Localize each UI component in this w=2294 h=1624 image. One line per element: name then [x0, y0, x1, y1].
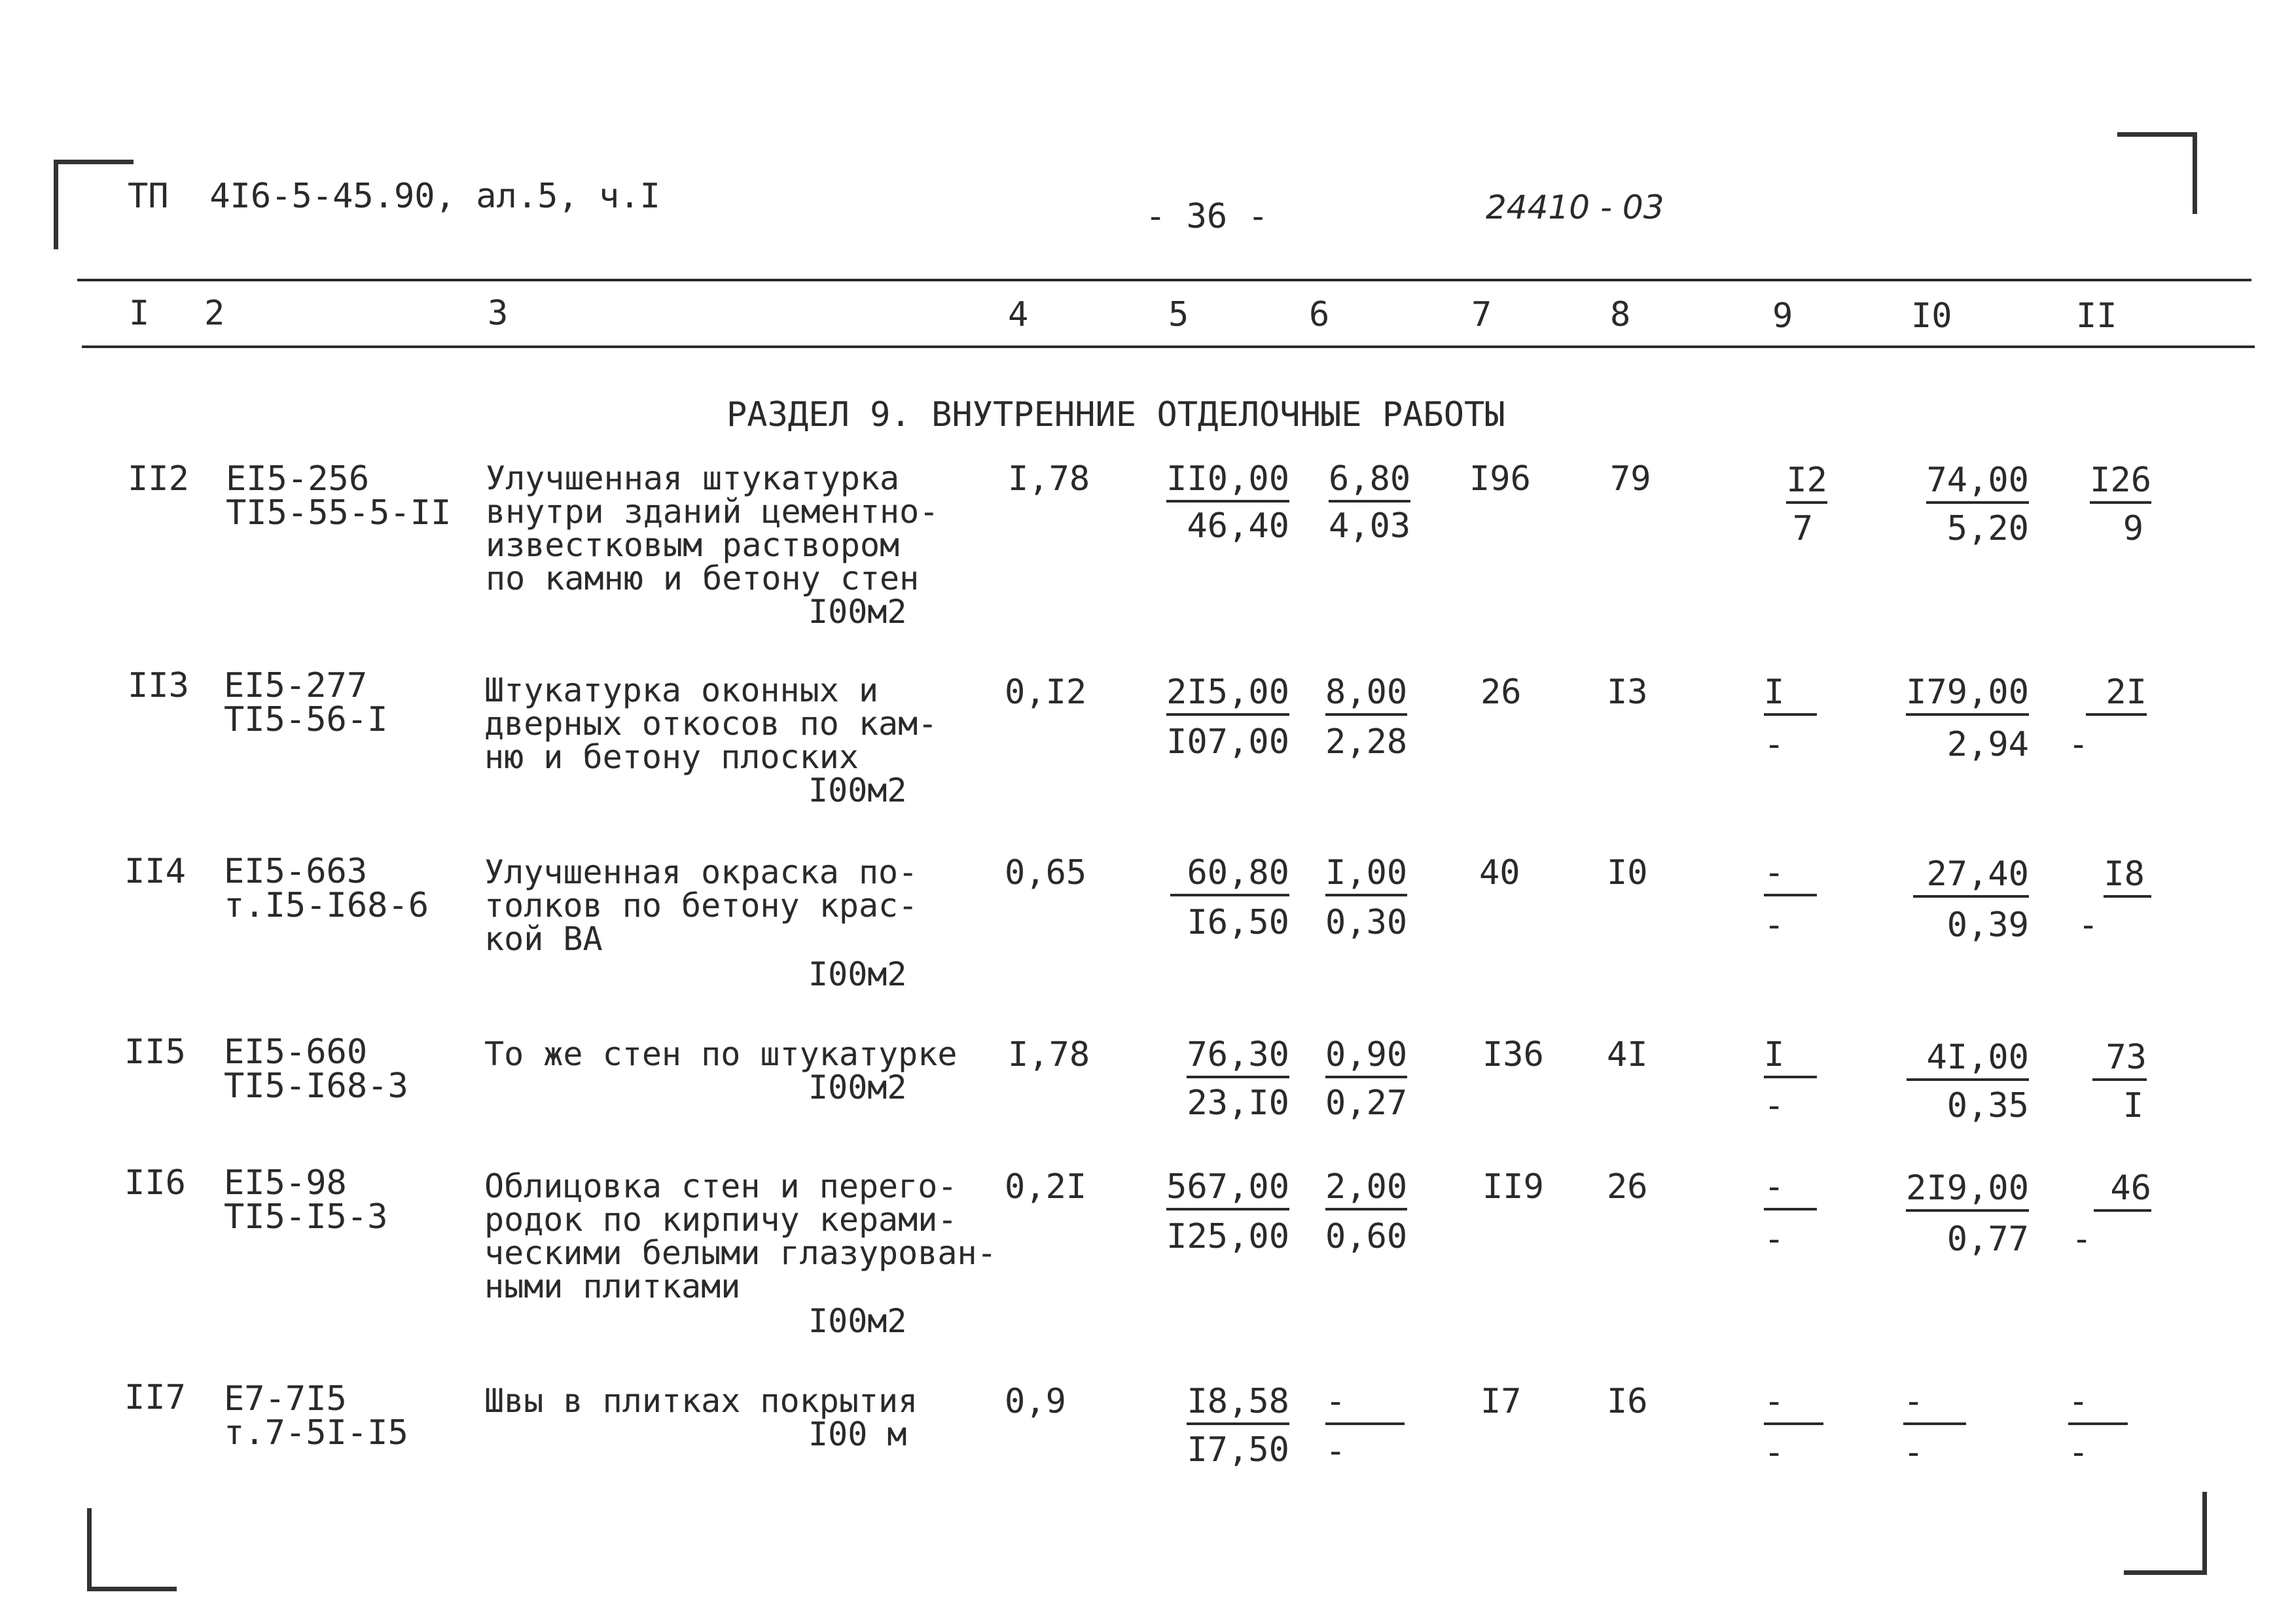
col11-bottom: 9: [2123, 509, 2143, 548]
col5-top: 60,80: [1170, 856, 1289, 890]
description-line: толков по бетону крас-: [484, 887, 918, 925]
col5-top: 567,00: [1166, 1170, 1289, 1204]
corner-mark-bottom-left: [87, 1508, 177, 1591]
col7: 40: [1479, 853, 1520, 892]
col10-bottom: 0,39: [1946, 906, 2029, 945]
col7: I36: [1482, 1035, 1544, 1074]
col8: 79: [1610, 459, 1651, 499]
description-line: ными плитками: [484, 1267, 741, 1305]
col9-top: -: [1764, 1385, 1823, 1419]
col6-top: 8,00: [1325, 675, 1407, 709]
col6-bottom: 2,28: [1325, 722, 1408, 762]
col5-top: 76,30: [1187, 1038, 1289, 1072]
description-line: ню и бетону плоских: [484, 738, 859, 776]
col5-bottom: 23,I0: [1187, 1084, 1289, 1123]
col10-top: I79,00: [1906, 675, 2029, 709]
col6-top: 6,80: [1329, 462, 1410, 496]
row-number: II2: [128, 459, 189, 499]
col7: I96: [1469, 459, 1531, 499]
column-header-3: 3: [488, 294, 509, 333]
row-number: II4: [124, 852, 186, 891]
row-number: II7: [124, 1378, 186, 1417]
code-secondary: TI5-I5-3: [224, 1197, 388, 1237]
header-rule-bottom: [82, 345, 2255, 348]
col5-bottom: 46,40: [1187, 506, 1289, 546]
description-line: родок по кирпичу керами-: [484, 1201, 958, 1239]
description-line: кой ВА: [484, 920, 603, 958]
col11-bottom: -: [2071, 1220, 2092, 1259]
column-header-2: 2: [204, 294, 225, 333]
col9-top: I2: [1786, 463, 1827, 497]
col5-top: 2I5,00: [1166, 675, 1289, 709]
column-header-10: I0: [1911, 296, 1952, 336]
quantity: I,78: [1008, 1035, 1090, 1074]
col5-bottom: I6,50: [1187, 903, 1289, 942]
code-primary: EI5-660: [224, 1033, 368, 1072]
description-line: Улучшенная штукатурка: [486, 459, 900, 497]
quantity: I,78: [1008, 459, 1090, 499]
description-line: по камню и бетону стен: [486, 559, 920, 597]
column-header-6: 6: [1309, 295, 1330, 334]
col9-bottom: -: [1764, 725, 1785, 764]
column-header-1: I: [129, 294, 150, 333]
page-number: - 36 -: [1145, 197, 1268, 236]
code-primary: E7-7I5: [224, 1379, 347, 1419]
description-line: дверных откосов по кам-: [484, 705, 938, 743]
column-header-11: II: [2076, 296, 2117, 336]
col10-top: 74,00: [1926, 463, 2029, 497]
code-secondary: TI5-55-5-II: [226, 493, 452, 533]
col5-top: I8,58: [1187, 1385, 1289, 1419]
col11-top: 2I: [2086, 675, 2147, 709]
column-header-9: 9: [1772, 296, 1793, 336]
code-secondary: т.7-5I-I5: [224, 1413, 408, 1453]
col11-top: 73: [2092, 1040, 2147, 1074]
description-line: ческими белыми глазурован-: [484, 1234, 997, 1272]
col11-bottom: I: [2123, 1086, 2143, 1125]
col8: I6: [1607, 1382, 1648, 1421]
corner-mark-bottom-right: [2124, 1492, 2207, 1575]
unit: I00м2: [808, 955, 907, 993]
col9-top: -: [1764, 1170, 1817, 1204]
col9-top: I: [1764, 1038, 1817, 1072]
col9-top: I: [1764, 675, 1817, 709]
column-header-7: 7: [1471, 295, 1492, 334]
col11-bottom: -: [2078, 906, 2099, 945]
inventory-number: 24410 - 03: [1486, 188, 1664, 226]
col10-top: 27,40: [1913, 857, 2029, 891]
col11-top: I26: [2090, 463, 2151, 497]
code-secondary: TI5-I68-3: [224, 1067, 408, 1106]
col6-bottom: 4,03: [1329, 506, 1411, 546]
col6-bottom: 0,27: [1325, 1084, 1408, 1123]
col10-top: -: [1903, 1385, 1966, 1419]
col8: 26: [1607, 1167, 1648, 1207]
quantity: 0,I2: [1005, 673, 1087, 712]
col10-top: 4I,00: [1907, 1040, 2029, 1074]
code-primary: EI5-98: [224, 1163, 347, 1203]
col10-top: 2I9,00: [1906, 1171, 2029, 1205]
col10-bottom: 2,94: [1946, 725, 2029, 764]
section-title: РАЗДЕЛ 9. ВНУТРЕННИЕ ОТДЕЛОЧНЫЕ РАБОТЫ: [726, 395, 1505, 434]
col9-bottom: -: [1764, 1433, 1785, 1472]
row-number: II3: [128, 666, 189, 705]
col9-top: -: [1764, 856, 1817, 890]
code-secondary: т.I5-I68-6: [224, 886, 429, 925]
col7: II9: [1482, 1167, 1544, 1207]
row-number: II5: [124, 1033, 186, 1072]
unit: I00 м: [808, 1415, 907, 1453]
col7: 26: [1480, 673, 1522, 712]
col9-bottom: -: [1764, 1086, 1785, 1125]
col6-top: 2,00: [1325, 1170, 1407, 1204]
col10-bottom: 5,20: [1946, 509, 2029, 548]
code-primary: EI5-277: [224, 666, 368, 705]
code-secondary: TI5-56-I: [224, 700, 388, 739]
unit: I00м2: [808, 593, 907, 631]
col5-bottom: I25,00: [1166, 1217, 1289, 1256]
col10-bottom: -: [1903, 1433, 1924, 1472]
column-header-4: 4: [1008, 295, 1029, 334]
col5-bottom: I07,00: [1166, 722, 1289, 762]
quantity: 0,9: [1005, 1382, 1066, 1421]
col6-top: -: [1325, 1385, 1405, 1419]
unit: I00м2: [808, 1068, 907, 1106]
col11-bottom: -: [2068, 725, 2089, 764]
col6-bottom: 0,60: [1325, 1217, 1408, 1256]
col8: I0: [1607, 853, 1648, 892]
col11-top: -: [2068, 1385, 2128, 1419]
description-line: Штукатурка оконных и: [484, 671, 879, 709]
col5-top: II0,00: [1166, 462, 1289, 496]
col9-bottom: -: [1764, 1220, 1785, 1259]
column-header-8: 8: [1610, 295, 1631, 334]
description-line: Швы в плитках покрытия: [484, 1382, 918, 1420]
col11-top: I8: [2104, 857, 2151, 891]
col6-bottom: 0,30: [1325, 903, 1408, 942]
corner-mark-top-left: [54, 160, 134, 249]
col5-bottom: I7,50: [1187, 1430, 1289, 1470]
quantity: 0,65: [1005, 853, 1087, 892]
description-line: Облицовка стен и перего-: [484, 1167, 958, 1205]
col7: I7: [1480, 1382, 1522, 1421]
description-line: известковым раствором: [486, 526, 900, 564]
description-line: То же стен по штукатурке: [484, 1035, 958, 1073]
document-reference: ТП 4I6-5-45.90, ал.5, ч.I: [128, 177, 660, 216]
unit: I00м2: [808, 1302, 907, 1340]
code-primary: EI5-256: [226, 459, 370, 499]
code-primary: EI5-663: [224, 852, 368, 891]
row-number: II6: [124, 1163, 186, 1203]
header-rule-top: [77, 279, 2251, 281]
description-line: Улучшенная окраска по-: [484, 853, 918, 891]
quantity: 0,2I: [1005, 1167, 1087, 1207]
col6-bottom: -: [1325, 1432, 1346, 1471]
col9-bottom: 7: [1792, 509, 1813, 548]
col11-top: 46: [2094, 1171, 2151, 1205]
col10-bottom: 0,77: [1946, 1220, 2029, 1259]
col11-bottom: -: [2068, 1433, 2089, 1472]
corner-mark-top-right: [2117, 132, 2197, 214]
column-header-5: 5: [1168, 295, 1189, 334]
col6-top: 0,90: [1325, 1038, 1407, 1072]
col10-bottom: 0,35: [1946, 1086, 2029, 1125]
col8: 4I: [1607, 1035, 1648, 1074]
col9-bottom: -: [1764, 906, 1785, 945]
col8: I3: [1607, 673, 1648, 712]
col6-top: I,00: [1325, 856, 1407, 890]
description-line: внутри зданий цементно-: [486, 493, 939, 531]
unit: I00м2: [808, 771, 907, 809]
